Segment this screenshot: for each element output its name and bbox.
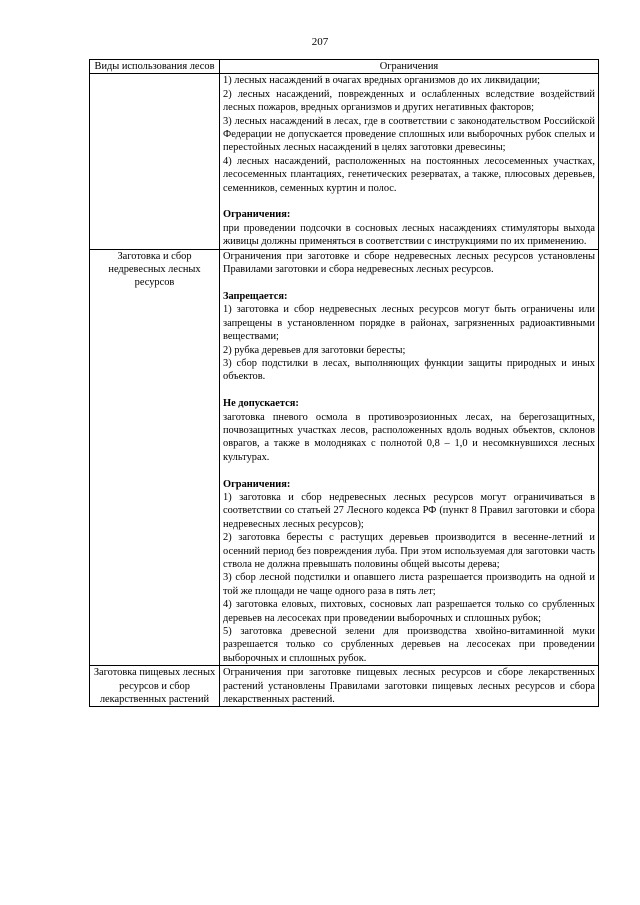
row2-usage-type: Заготовка и сбор недревесных лесных ресурсов	[90, 249, 220, 666]
row1-restrictions	[220, 74, 599, 249]
table-row	[90, 249, 599, 666]
header-restrictions: Ограничения	[220, 60, 599, 74]
list-item: 5) заготовка древесной зелени для производства хвойно-витаминной муки разрешается только со срубленных деревьев на лесосеках при проведении выборочных и сплошных рубок.	[223, 626, 595, 664]
list-item: 2) лесных насаждений, поврежденных и ослабленных вследствие воздействий лесных пожаров, вредных организмов и других негативных факторов;	[223, 88, 595, 114]
list-item: 3) лесных насаждений в лесах, где в соответствии с законодательством Российской Федерации не допускается проведение сплошных или выборочных рубок спелых и перестойных лесных насаждений в целях заготовки древесины;	[223, 115, 595, 154]
list-item: 1) лесных насаждений в очагах вредных организмов до их ликвидации;	[223, 75, 541, 87]
restrictions-text: при проведении подсочки в сосновых лесных насаждениях стимуляторы выхода живицы должны применяться в соответствии с инструкциями по их применению.	[223, 222, 595, 248]
list-item: 1) заготовка и сбор недревесных лесных ресурсов могут быть ограничены или запрещены в установленном порядке в районах, загрязненных радиоактивными веществами;	[223, 304, 595, 343]
table-row	[90, 666, 599, 707]
list-item: 4) заготовка еловых, пихтовых, сосновых лап разрешается только со срубленных деревьев на лесосеках при проведении выборочных и сплошных рубок;	[223, 599, 595, 624]
list-item: 1) заготовка и сбор недревесных лесных ресурсов могут ограничиваться в соответствии со статьей 27 Лесного кодекса РФ (пункт 8 Правил заготовки и сбора недревесных лесных ресурсов);	[223, 491, 595, 530]
row3-restrictions	[220, 666, 599, 707]
list-item: 2) заготовка бересты с растущих деревьев производится в весенне-летний и осенний период без повреждения луба. При этом используемая для заготовки часть ствола не должна превышать половины общей высоты дерева;	[223, 532, 595, 570]
table-row	[90, 74, 599, 249]
forbidden-heading: Запрещается:	[223, 290, 288, 302]
list-item: 3) сбор лесной подстилки и опавшего листа разрешается производить на одной и той же площади не чаще одного раза в пять лет;	[223, 572, 595, 597]
list-item: 2) рубка деревьев для заготовки бересты;	[223, 344, 406, 356]
row1-usage-type	[90, 74, 220, 249]
header-usage-types: Виды использования лесов	[90, 60, 220, 74]
row3-text: Ограничения при заготовке пищевых лесных ресурсов и сборе лекарственных растений установлены Правилами заготовки пищевых лесных ресурсов и сбора лекарственных растений.	[223, 667, 595, 706]
row3-usage-type: Заготовка пищевых лесных ресурсов и сбор лекарственных растений	[90, 666, 220, 707]
not-allowed-text: заготовка пневого осмола в противоэрозионных лесах, на берегозащитных, почвозащитных участках лесов, расположенных вдоль водных объектов, склонов оврагов, а также в молодняках с полнотой 0,8 – 1,0 и несомкнувшихся лесных культурах.	[223, 411, 595, 463]
row2-restrictions	[220, 249, 599, 666]
list-item: 4) лесных насаждений, расположенных на постоянных лесосеменных участках, лесосеменных плантациях, генетических резерватах, а также, плюсовых деревьев, семенников, семенных куртин и полос.	[223, 155, 595, 194]
restrictions-table	[89, 59, 599, 707]
intro-text: Ограничения при заготовке и сборе недревесных лесных ресурсов установлены Правилами заготовки и сбора недревесных лесных ресурсов.	[223, 250, 595, 276]
page-number: 207	[311, 36, 329, 48]
list-item: 3) сбор подстилки в лесах, выполняющих функции защиты природных и иных объектов.	[223, 357, 595, 383]
table-header-row	[90, 60, 599, 74]
restrictions-heading: Ограничения:	[223, 209, 291, 221]
restrictions-heading: Ограничения:	[223, 478, 291, 490]
not-allowed-heading: Не допускается:	[223, 398, 299, 410]
